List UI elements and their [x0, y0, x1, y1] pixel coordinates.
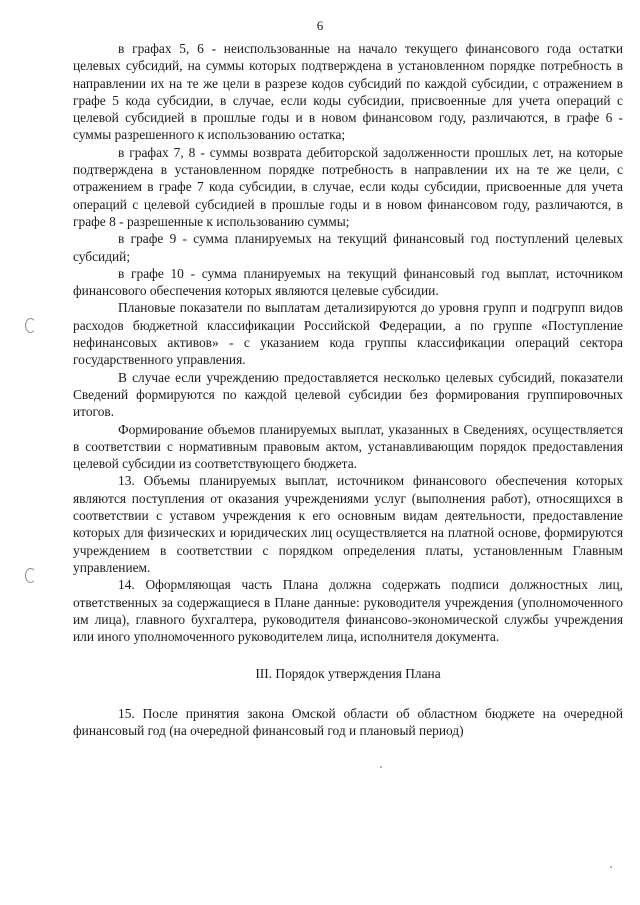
scan-speck	[380, 766, 382, 768]
paragraph-item-14: 14. Оформляющая часть Плана должна содержать подписи должностных лиц, ответственных за содержащиеся в Плане данные: руководителя учреждения (уполномоченного им лица), главного бухгалтера, руководителя финансово-экономической службы учреждения или иного уполномоченного руководителем лица, исполнителя документа.	[73, 577, 623, 645]
paragraph-grafa-10: в графе 10 - сумма планируемых на текущий финансовый год выплат, источником финансового обеспечения которых являются целевые субсидии.	[73, 265, 623, 299]
paragraph-formirovanie-obemov: Формирование объемов планируемых выплат, указанных в Сведениях, осуществляется в соответствии с нормативным правовым актом, устанавливающим порядок предоставления целевой субсидии из соответствующего бюджета.	[73, 421, 623, 472]
scan-speck	[610, 866, 612, 868]
paragraph-grafy-7-8: в графах 7, 8 - суммы возврата дебиторской задолженности прошлых лет, на которые подтверждена в установленном порядке потребность в направлении их на те же цели, с отражением в графе 7 кода субсидии, в случае, если коды субсидии, присвоенные для учета операций с целевой субсидией в прошлые годы и в новом финансовом году, различаются, в графе 8 - разрешенные к использованию суммы;	[73, 144, 623, 229]
punch-hole-mark	[25, 568, 36, 583]
document-body	[73, 40, 623, 739]
paragraph-item-13: 13. Объемы планируемых выплат, источником финансового обеспечения которых являются поступления от оказания учреждениями услуг (выполнения работ), относящихся в соответствии с уставом учреждения к его основным видам деятельности, предоставление которых для физических и юридических лиц осуществляется на платной основе, формируются учреждением в соответствии с порядком определения платы, установленным Главным управлением.	[73, 473, 623, 575]
page-number: 6	[316, 18, 324, 33]
paragraph-planovye-pokazateli: Плановые показатели по выплатам детализируются до уровня групп и подгрупп видов расходов бюджетной классификации Российской Федерации, а по группе «Поступление нефинансовых активов» - с указанием кода группы классификации операций сектора государственного управления.	[73, 300, 623, 368]
paragraph-grafy-5-6: в графах 5, 6 - неиспользованные на начало текущего финансового года остатки целевых субсидий, на суммы которых подтверждена в установленном порядке потребность в направлении их на те же цели в разрезе кодов субсидий по каждой субсидии, с отражением в графе 5 кода субсидии, в случае, если коды субсидии, присвоенные для учета операций с целевой субсидией в прошлые годы и в новом финансовом году, различаются, в графе 6 - суммы разрешенного к использованию остатка;	[73, 41, 623, 143]
punch-hole-mark	[25, 318, 36, 333]
paragraph-grafa-9: в графе 9 - сумма планируемых на текущий финансовый год поступлений целевых субсидий;	[73, 231, 623, 264]
section-heading: III. Порядок утверждения Плана	[255, 666, 441, 682]
paragraph-neskolko-subsidiy: В случае если учреждению предоставляется несколько целевых субсидий, показатели Сведений формируются по каждой целевой субсидии без формирования группировочных итогов.	[73, 369, 623, 420]
paragraph-item-15: 15. После принятия закона Омской области об областном бюджете на очередной финансовый год (на очередной финансовый год и плановый период)	[73, 705, 623, 738]
